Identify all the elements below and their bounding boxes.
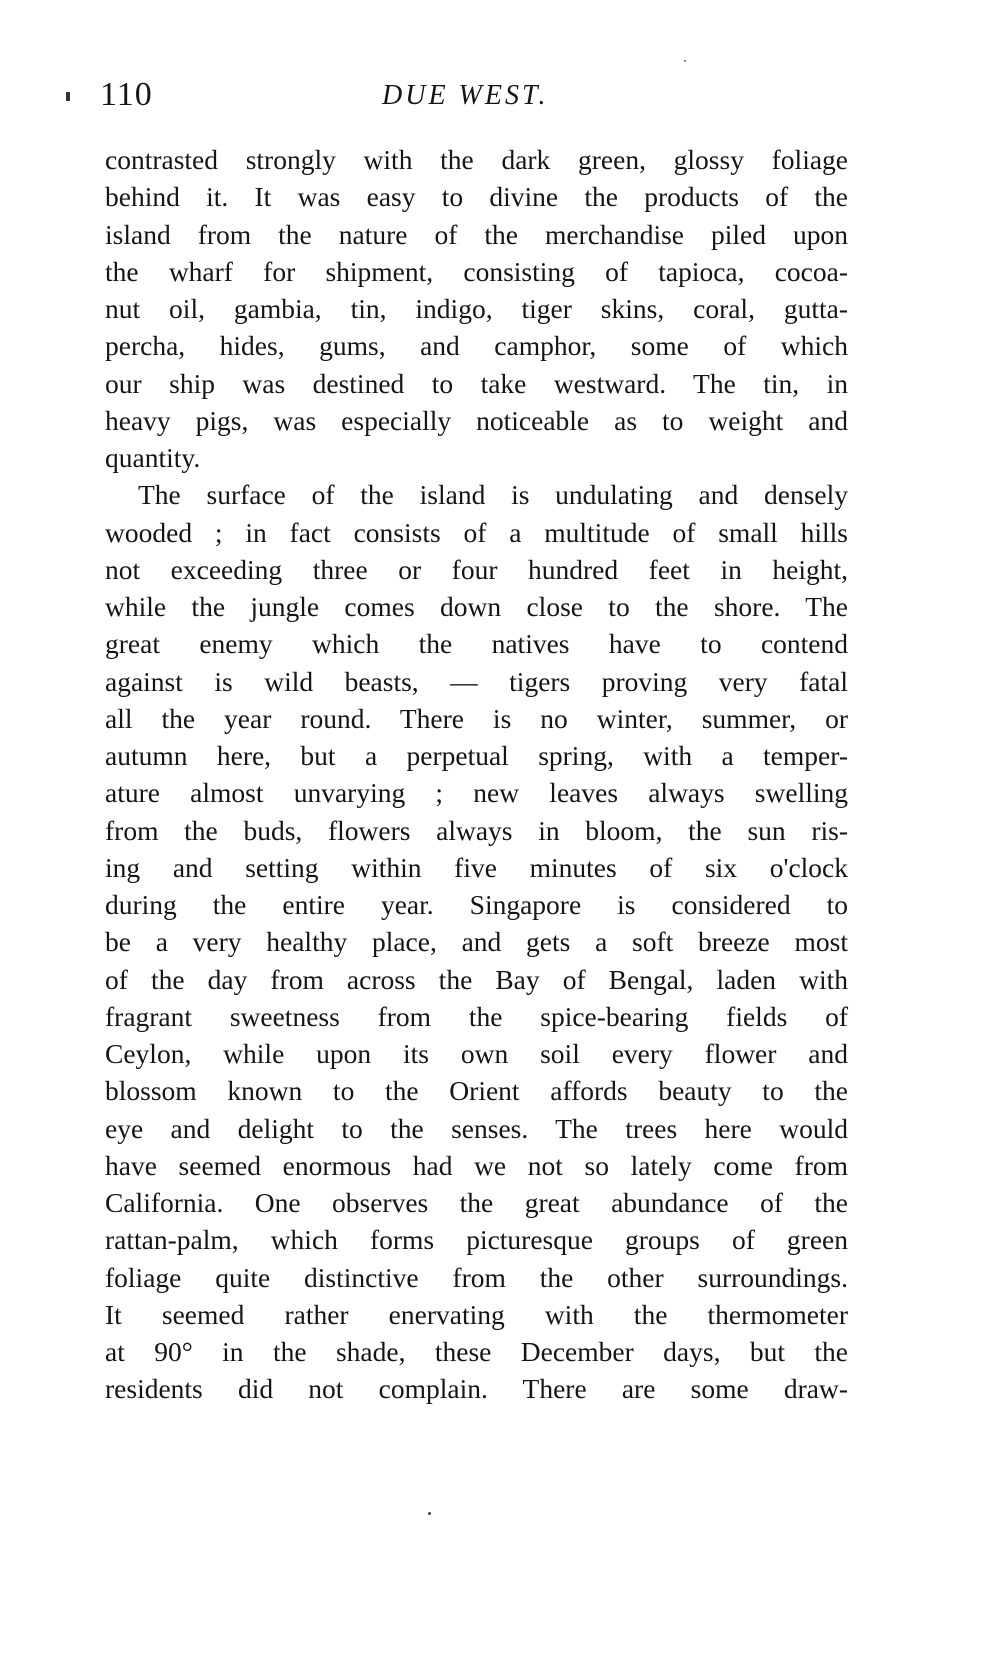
- page-header: [100, 76, 880, 126]
- text-line: our ship was destined to take westward. The tin, in: [105, 367, 848, 399]
- text-line: residents did not complain. There are some draw-: [105, 1373, 848, 1405]
- text-line: all the year round. There is no winter, summer, or: [105, 702, 848, 734]
- scan-speck: [684, 60, 686, 62]
- text-line: blossom known to the Orient affords beauty to the: [105, 1075, 848, 1107]
- text-line: autumn here, but a perpetual spring, with a temper-: [105, 740, 848, 771]
- text-line: California. One observes the great abundance of the: [105, 1187, 848, 1218]
- text-line: great enemy which the natives have to contend: [105, 628, 848, 660]
- text-line: ature almost unvarying ; new leaves always swelling: [105, 777, 848, 809]
- text-line: fragrant sweetness from the spice-bearing fields of: [105, 1000, 848, 1032]
- scan-speck: [428, 1512, 431, 1515]
- text-line: against is wild beasts, — tigers proving very fatal: [105, 665, 848, 697]
- paragraph-start-line: The surface of the island is undulating and densely: [138, 479, 848, 511]
- text-line: Ceylon, while upon its own soil every flower and: [105, 1038, 848, 1069]
- text-line: It seemed rather enervating with the thermometer: [105, 1298, 848, 1330]
- text-line: island from the nature of the merchandise piled upon: [105, 218, 848, 250]
- text-line: heavy pigs, was especially noticeable as to weight and: [105, 404, 848, 436]
- text-line: have seemed enormous had we not so lately come from: [105, 1149, 848, 1181]
- text-line: the wharf for shipment, consisting of tapioca, cocoa-: [105, 255, 848, 287]
- text-line: while the jungle comes down close to the shore. The: [105, 591, 848, 622]
- text-line: contrasted strongly with the dark green, glossy foliage: [105, 144, 848, 175]
- body-text: [105, 141, 848, 1408]
- text-line: nut oil, gambia, tin, indigo, tiger skins, coral, gutta-: [105, 293, 848, 324]
- page-number: 110: [100, 76, 153, 113]
- text-line: eye and delight to the senses. The trees here would: [105, 1112, 848, 1144]
- text-line: foliage quite distinctive from the other surroundings.: [105, 1261, 848, 1293]
- text-line: not exceeding three or four hundred feet in height,: [105, 553, 848, 585]
- text-line: behind it. It was easy to divine the products of the: [105, 181, 848, 213]
- text-line: at 90° in the shade, these December days, but the: [105, 1336, 848, 1367]
- text-line: quantity.: [105, 442, 201, 473]
- text-line: wooded ; in fact consists of a multitude of small hills: [105, 516, 848, 548]
- text-line: during the entire year. Singapore is considered to: [105, 889, 848, 920]
- margin-mark: [66, 92, 70, 101]
- text-line: ing and setting within five minutes of six o'clock: [105, 851, 848, 883]
- running-head: DUE WEST.: [382, 80, 549, 111]
- text-line: be a very healthy place, and gets a soft breeze most: [105, 926, 848, 958]
- text-line: rattan-palm, which forms picturesque groups of green: [105, 1224, 848, 1256]
- text-line: from the buds, flowers always in bloom, the sun ris-: [105, 814, 848, 846]
- text-line: percha, hides, gums, and camphor, some of which: [105, 330, 848, 362]
- text-line: of the day from across the Bay of Bengal, laden with: [105, 963, 848, 995]
